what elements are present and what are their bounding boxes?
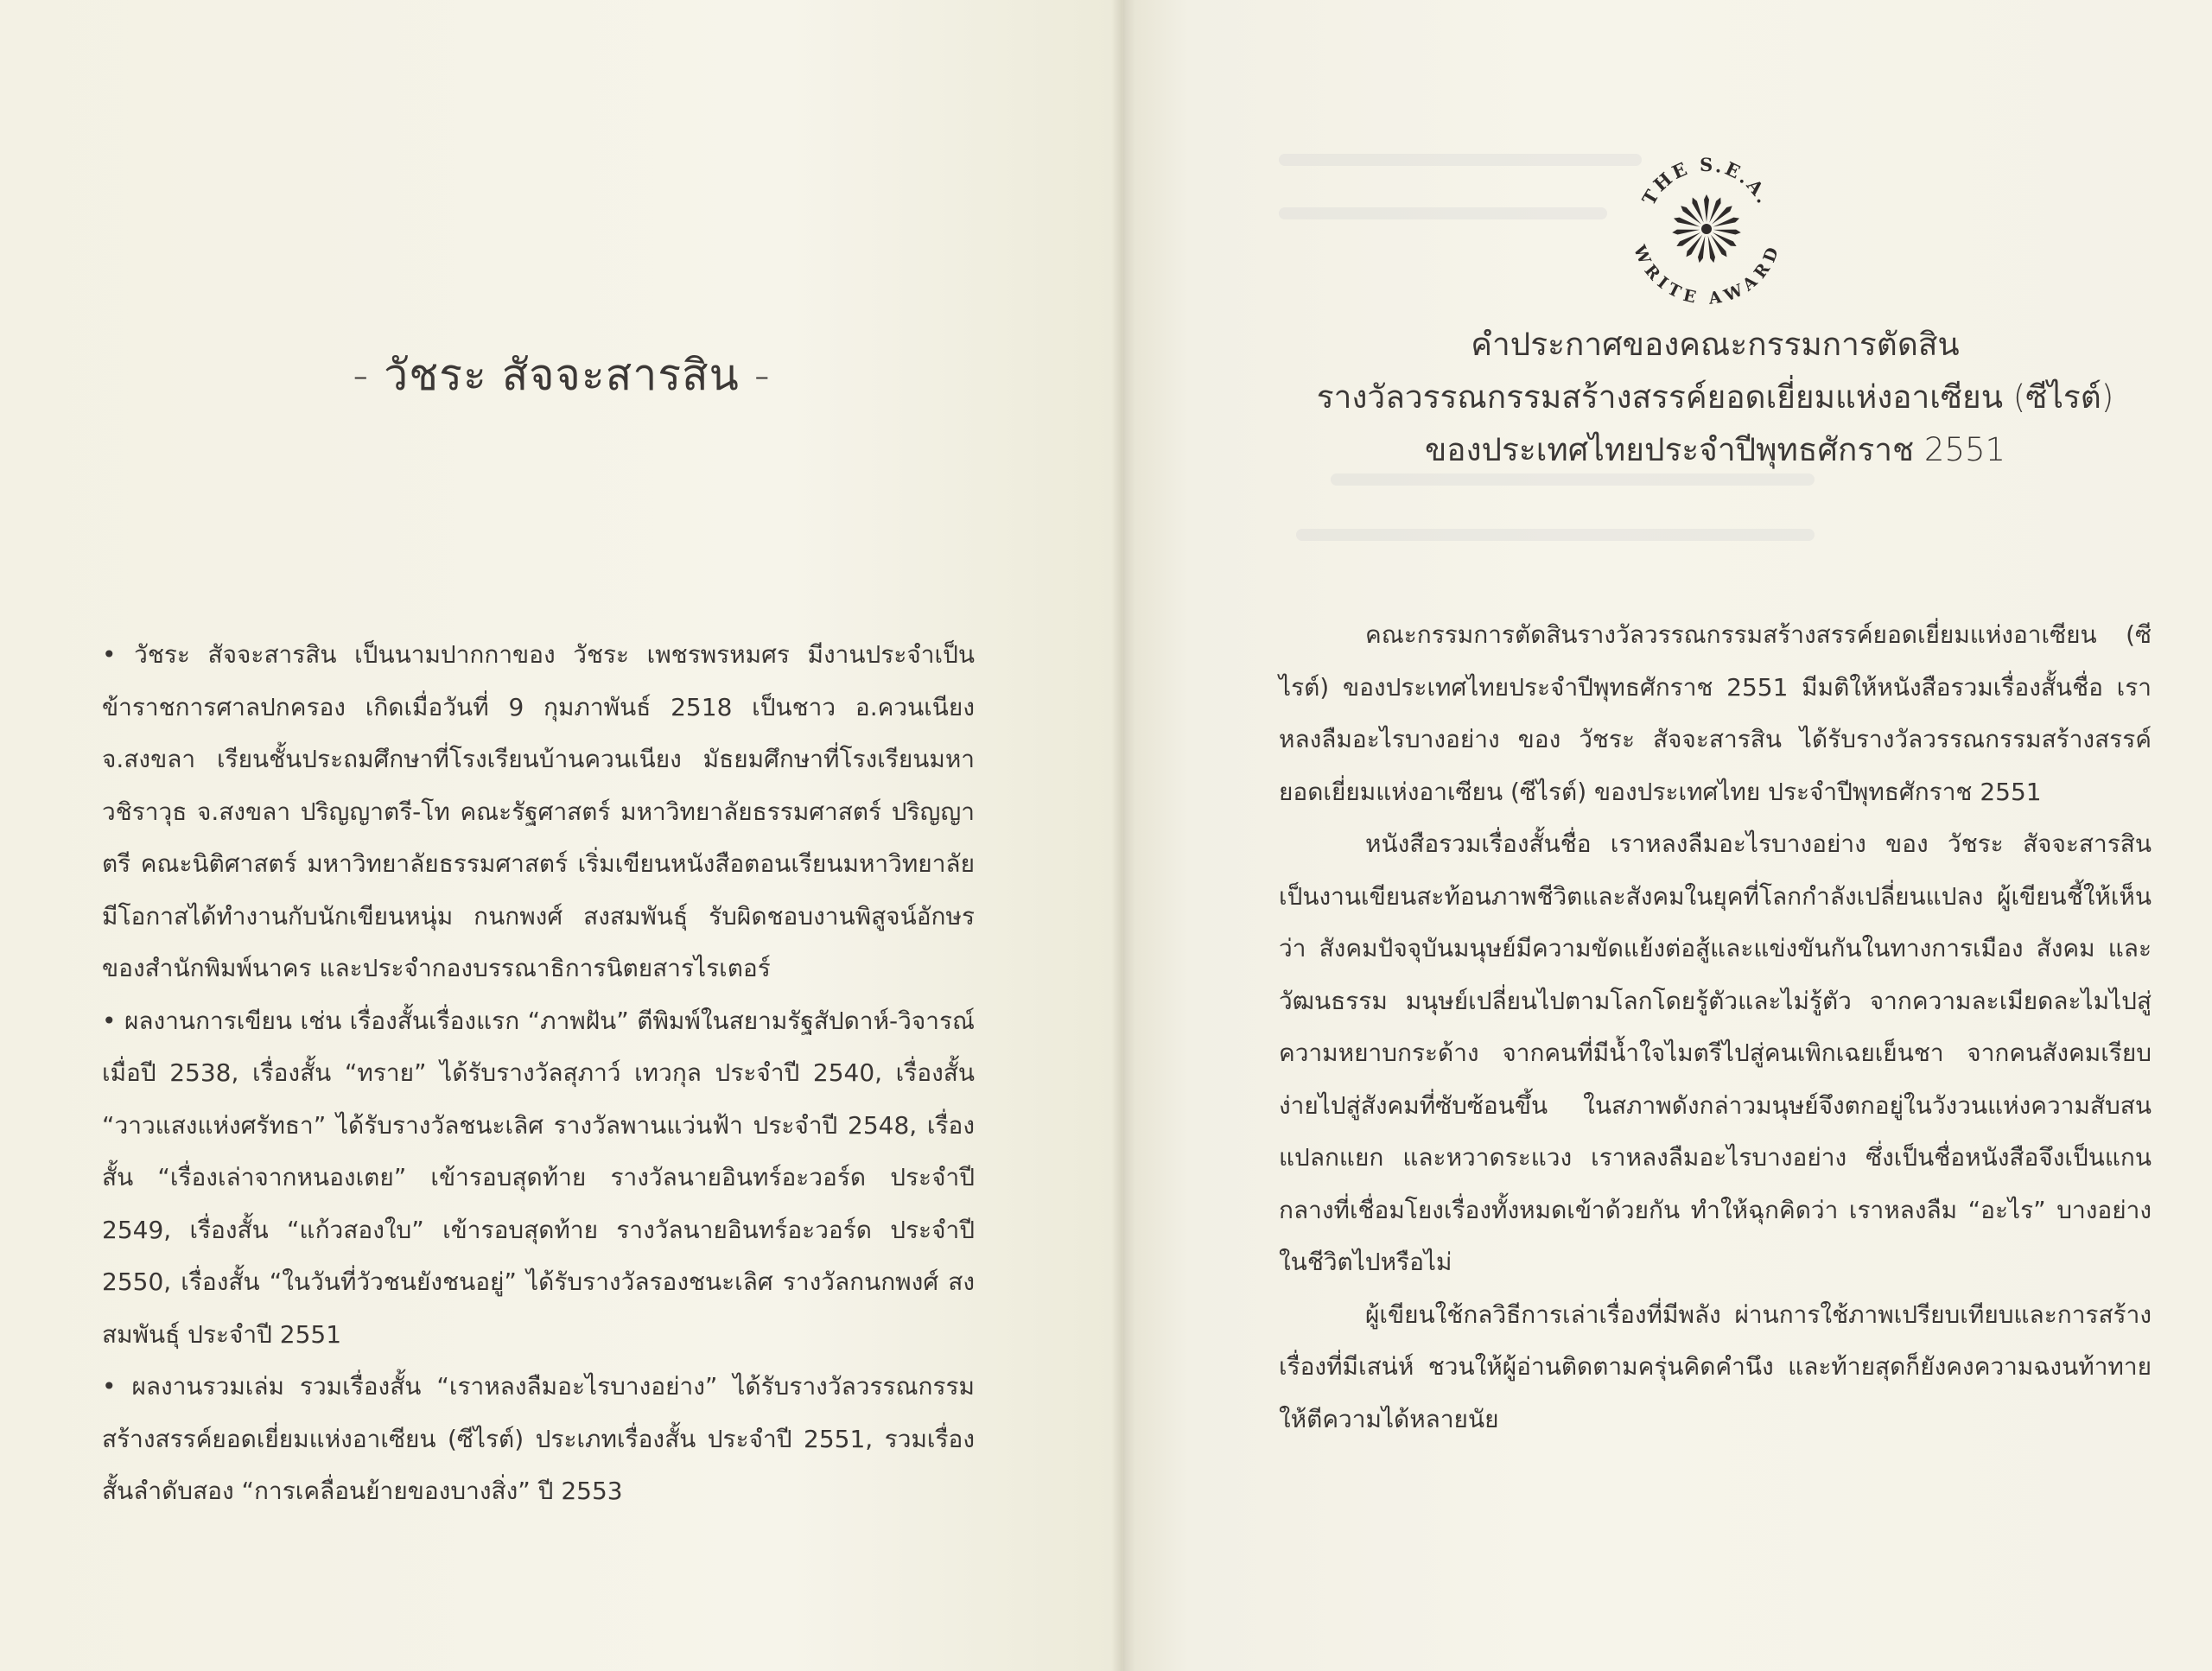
bio-paragraph: • ผลงานรวมเล่ม รวมเรื่องสั้น “เราหลงลืมอะไรบางอย่าง” ได้รับรางวัลวรรณกรรมสร้างสรรค์ยอดเยี่ยมแห่งอาเซียน (ซีไรต์) ประเภทเรื่องสั้น ประจำปี 2551, รวมเรื่องสั้นลำดับสอง “การเคลื่อนย้ายของบางสิ่ง” ปี 2553 — [102, 1372, 975, 1505]
body-paragraph: หนังสือรวมเรื่องสั้นชื่อ เราหลงลืมอะไรบางอย่าง ของ วัชระ สัจจะสารสิน เป็นงานเขียนสะท้อนภาพชีวิตและสังคมในยุคที่โลกกำลังเปลี่ยนแปลง ผู้เขียนชี้ให้เห็นว่า สังคมปัจจุบันมนุษย์มีความขัดแย้งต่อสู้และแข่งขันกันในทางการเมือง สังคม และวัฒนธรรม มนุษย์เปลี่ยนไปตามโลกโดยรู้ตัวและไม่รู้ตัว จากความละเมียดละไมไปสู่ความหยาบกระด้าง จากคนที่มีน้ำใจไมตรีไปสู่คนเพิกเฉยเย็นชา จากคนสังคมเรียบง่ายไปสู่สังคมที่ซับซ้อนขึ้น ในสภาพดังกล่าวมนุษย์จึงตกอยู่ในวังวนแห่งความสับสน แปลกแยก และหวาดระแวง เราหลงลืมอะไรบางอย่าง ซึ่งเป็นชื่อหนังสือจึงเป็นแกนกลางที่เชื่อมโยงเรื่องทั้งหมดเข้าด้วยกัน ทำให้ฉุกคิดว่า เราหลงลืม “อะไร” บางอย่างในชีวิตไปหรือไม่ — [1279, 829, 2152, 1276]
author-bio — [102, 629, 975, 1518]
heading-line: รางวัลวรรณกรรมสร้างสรรค์ยอดเยี่ยมแห่งอาเซียน (ซีไรต์) — [1316, 378, 2114, 416]
body-paragraph: คณะกรรมการตัดสินรางวัลวรรณกรรมสร้างสรรค์ยอดเยี่ยมแห่งอาเซียน (ซีไรต์) ของประเทศไทยประจำปีพุทธศักราช 2551 มีมติให้หนังสือรวมเรื่องสั้นชื่อ เราหลงลืมอะไรบางอย่าง ของ วัชระ สัจจะสารสิน ได้รับรางวัลวรรณกรรมสร้างสรรค์ยอดเยี่ยมแห่งอาเซียน (ซีไรต์) ของประเทศไทย ประจำปีพุทธศักราช 2551 — [1279, 620, 2152, 806]
sea-write-award-seal-icon — [1624, 147, 1789, 311]
seal-top-text: THE S.E.A. — [1637, 153, 1776, 209]
heading-line: ของประเทศไทยประจำปีพุทธศักราช 2551 — [1424, 431, 2006, 468]
svg-text:WRITE AWARD — [1629, 242, 1783, 308]
announcement-heading — [1236, 318, 2195, 476]
bleed-through-text — [1279, 154, 1642, 166]
bio-paragraph: • ผลงานการเขียน เช่น เรื่องสั้นเรื่องแรก “ภาพฝัน” ตีพิมพ์ในสยามรัฐสัปดาห์-วิจารณ์ เมื่อปี 2538, เรื่องสั้น “ทราย” ได้รับรางวัลสุภาว์ เทวกุล ประจำปี 2540, เรื่องสั้น “วาวแสงแห่งศรัทธา” ได้รับรางวัลชนะเลิศ รางวัลพานแว่นฟ้า ประจำปี 2548, เรื่องสั้น “เรื่องเล่าจากหนองเตย” เข้ารอบสุดท้าย รางวัลนายอินทร์อะวอร์ด ประจำปี 2549, เรื่องสั้น “แก้วสองใบ” เข้ารอบสุดท้าย รางวัลนายอินทร์อะวอร์ด ประจำปี 2550, เรื่องสั้น “ในวันที่วัวชนยังชนอยู่” ได้รับรางวัลรองชนะเลิศ รางวัลกนกพงศ์ สงสมพันธุ์ ประจำปี 2551 — [102, 1006, 975, 1349]
announcement-body — [1279, 609, 2152, 1445]
seal-bottom-text: WRITE AWARD — [1629, 242, 1784, 308]
body-paragraph: ผู้เขียนใช้กลวิธีการเล่าเรื่องที่มีพลัง ผ่านการใช้ภาพเปรียบเทียบและการสร้างเรื่องที่มีเสน่ห์ ชวนให้ผู้อ่านติดตามครุ่นคิดคำนึง และท้ายสุดก็ยังคงความฉงนท้าทาย ให้ตีความได้หลายนัย — [1279, 1299, 2152, 1433]
bleed-through-text — [1296, 529, 1815, 541]
book-gutter — [1111, 0, 1135, 1671]
author-heading: - วัชระ สัจจะสารสิน - — [353, 350, 771, 400]
bio-paragraph: • วัชระ สัจจะสารสิน เป็นนามปากกาของ วัชระ เพชรพรหมศร มีงานประจำเป็นข้าราชการศาลปกครอง เกิดเมื่อวันที่ 9 กุมภาพันธ์ 2518 เป็นชาว อ.ควนเนียง จ.สงขลา เรียนชั้นประถมศึกษาที่โรงเรียนบ้านควนเนียง มัธยมศึกษาที่โรงเรียนมหาวชิราวุธ จ.สงขลา ปริญญาตรี-โท คณะรัฐศาสตร์ มหาวิทยาลัยธรรมศาสตร์ ปริญญาตรี คณะนิติศาสตร์ มหาวิทยาลัยธรรมศาสตร์ เริ่มเขียนหนังสือตอนเรียนมหาวิทยาลัย มีโอกาสได้ทำงานกับนักเขียนหนุ่ม กนกพงศ์ สงสมพันธุ์ รับผิดชอบงานพิสูจน์อักษรของสำนักพิมพ์นาคร และประจำกองบรรณาธิการนิตยสารไรเตอร์ — [102, 640, 975, 982]
heading-line: คำประกาศของคณะกรรมการตัดสิน — [1471, 326, 1960, 363]
bleed-through-text — [1279, 207, 1607, 219]
